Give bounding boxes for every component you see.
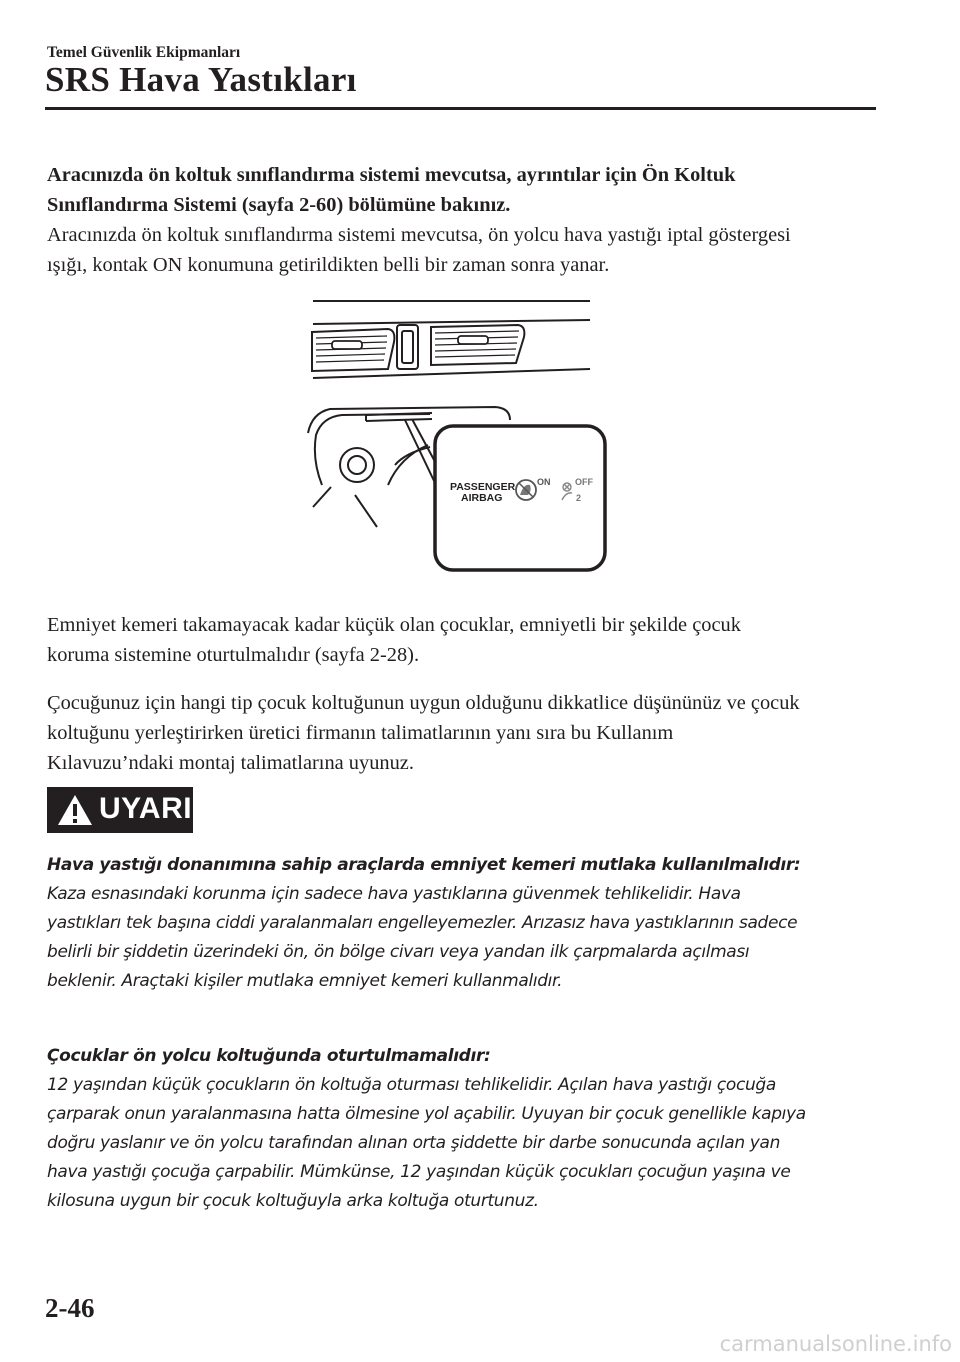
page-title: SRS Hava Yastıkları bbox=[45, 60, 357, 99]
indicator-label: PASSENGER bbox=[450, 481, 516, 493]
indicator-label: AIRBAG bbox=[461, 492, 503, 504]
warning-line: çarparak onun yaralanmasına hatta ölmesine yol açabilir. Uyuyan bir çocuk genellikle kapıya bbox=[47, 1104, 806, 1124]
warning-icon bbox=[57, 794, 93, 826]
warning-block-children bbox=[47, 1042, 887, 1216]
off-label: OFF bbox=[575, 477, 593, 487]
title-divider bbox=[45, 107, 876, 110]
paragraph-line: Çocuğunuz için hangi tip çocuk koltuğunun uygun olduğunu dikkatlice düşününüz ve çocuk bbox=[47, 692, 800, 714]
intro-line: Aracınızda ön koltuk sınıflandırma sistemi mevcutsa, ön yolcu hava yastığı iptal göstergesi bbox=[47, 224, 791, 246]
child-seat-paragraph bbox=[47, 610, 887, 670]
warning-line: yastıkları tek başına ciddi yaralanmaları engelleyemezler. Arızasız hava yastıklarının sadece bbox=[47, 913, 798, 933]
off-sub-label: 2 bbox=[576, 493, 582, 503]
intro-bold-line: Sınıflandırma Sistemi (sayfa 2-60) bölümüne bakınız. bbox=[47, 194, 511, 216]
on-label: ON bbox=[537, 477, 551, 487]
paragraph-line: Emniyet kemeri takamayacak kadar küçük olan çocuklar, emniyetli bir şekilde çocuk bbox=[47, 614, 741, 636]
paragraph-line: koruma sistemine oturtulmalıdır (sayfa 2-28). bbox=[47, 644, 420, 666]
warning-line: Kaza esnasındaki korunma için sadece hava yastıklarına güvenmek tehlikelidir. Hava bbox=[47, 884, 741, 904]
paragraph-line: koltuğunu yerleştirirken üretici firmanın talimatlarının yanı sıra bu Kullanım bbox=[47, 722, 674, 744]
section-label: Temel Güvenlik Ekipmanları bbox=[47, 44, 241, 61]
warning-line: belirli bir şiddetin üzerindeki ön, ön bölge civarı veya yandan ilk çarpmalarda açılması bbox=[47, 942, 750, 962]
warning-line: beklenir. Araçtaki kişiler mutlaka emniyet kemeri kullanmalıdır. bbox=[47, 971, 563, 991]
paragraph-line: Kılavuzu’ndaki montaj talimatlarına uyunuz. bbox=[47, 752, 414, 774]
warning-heading: Çocuklar ön yolcu koltuğunda oturtulmamalıdır: bbox=[47, 1046, 491, 1066]
warning-line: hava yastığı çocuğa çarpabilir. Mümkünse, 12 yaşından küçük çocukları çocuğun yaşına ve bbox=[47, 1162, 791, 1182]
watermark-url: carmanualsonline.info bbox=[719, 1332, 952, 1356]
installation-paragraph bbox=[47, 688, 887, 778]
warning-badge-label: UYARI bbox=[99, 792, 193, 825]
warning-block-seatbelt bbox=[47, 851, 887, 996]
page-number: 2-46 bbox=[45, 1293, 95, 1323]
warning-heading: Hava yastığı donanımına sahip araçlarda emniyet kemeri mutlaka kullanılmalıdır: bbox=[47, 855, 801, 875]
warning-line: kilosuna uygun bir çocuk koltuğuyla arka koltuğa oturtunuz. bbox=[47, 1191, 539, 1211]
warning-line: doğru yaslanır ve ön yolcu tarafından alınan orta şiddette bir darbe sonucunda açılan yan bbox=[47, 1133, 780, 1153]
dashboard-figure bbox=[300, 295, 612, 577]
intro-bold-line: Aracınızda ön koltuk sınıflandırma sistemi mevcutsa, ayrıntılar için Ön Koltuk bbox=[47, 164, 736, 186]
warning-line: 12 yaşından küçük çocukların ön koltuğa oturması tehlikelidir. Açılan hava yastığı çocuğa bbox=[47, 1075, 776, 1095]
warning-badge bbox=[47, 787, 193, 833]
intro-paragraph bbox=[47, 160, 887, 280]
intro-line: ışığı, kontak ON konumuna getirildikten belli bir zaman sonra yanar. bbox=[47, 254, 610, 276]
